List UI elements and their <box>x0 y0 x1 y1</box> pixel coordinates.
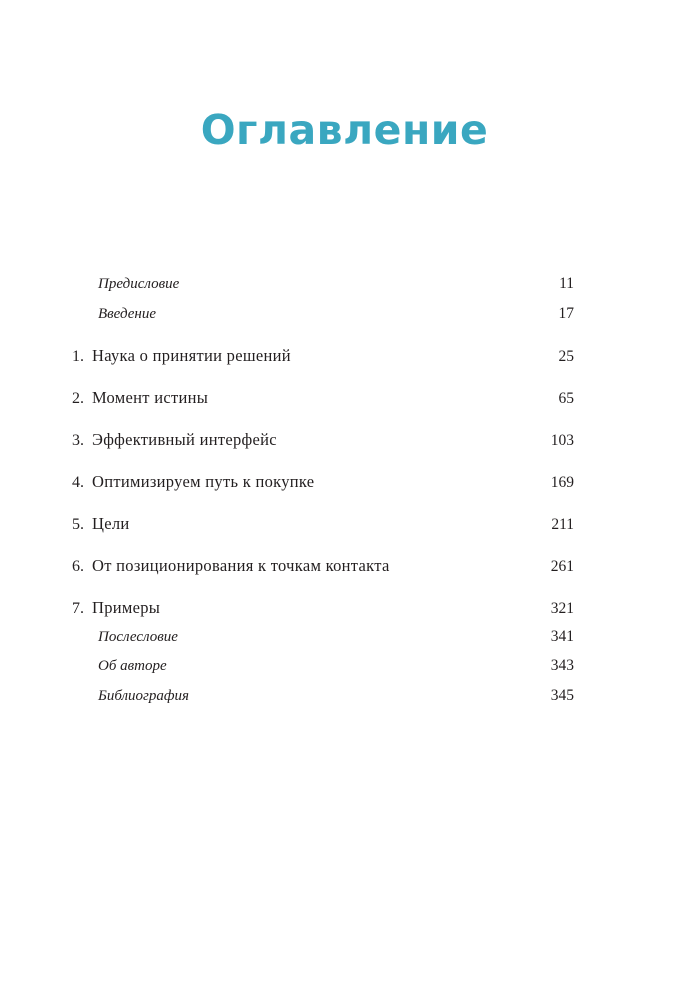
toc-entry-label <box>72 629 178 646</box>
toc-entry-title: Цели <box>92 514 130 533</box>
toc-entry-label <box>72 658 167 675</box>
toc-entry-label <box>72 388 208 408</box>
toc-entry-title: Примеры <box>92 598 161 617</box>
toc-page-number: 345 <box>550 687 574 704</box>
toc-page-number: 211 <box>551 516 574 533</box>
toc-entry-label <box>72 598 160 618</box>
toc-page-number: 25 <box>558 348 574 365</box>
toc-entry-introduction[interactable] <box>72 305 574 331</box>
page-title: Оглавление <box>200 106 489 154</box>
toc-entry-label <box>72 556 390 576</box>
toc-entry-chapter-6[interactable] <box>72 556 574 582</box>
toc-chapter-number: 7. <box>72 600 84 617</box>
toc-entry-title: От позиционирования к точкам контакта <box>92 556 390 575</box>
toc-entry-chapter-4[interactable] <box>72 472 574 498</box>
toc-entry-title: Момент истины <box>92 388 209 407</box>
toc-entry-label <box>72 430 277 450</box>
toc-page-number: 261 <box>550 558 574 575</box>
toc-entry-label <box>72 688 189 705</box>
toc-entry-label <box>72 472 314 492</box>
toc-entry-preface[interactable] <box>72 275 574 301</box>
toc-page-number: 169 <box>550 474 574 491</box>
toc-entry-title: Введение <box>98 306 156 322</box>
toc-entry-title: Наука о принятии решений <box>92 346 291 365</box>
toc-entry-chapter-3[interactable] <box>72 430 574 456</box>
toc-entry-title: Предисловие <box>98 276 180 292</box>
toc-page-number: 11 <box>559 275 574 292</box>
toc-chapter-number: 5. <box>72 516 84 533</box>
toc-page-number: 321 <box>550 600 574 617</box>
toc-page-number: 65 <box>558 390 574 407</box>
toc-chapter-number: 1. <box>72 348 84 365</box>
toc-entry-title: Оптимизируем путь к покупке <box>92 472 315 491</box>
toc-entry-chapter-7[interactable] <box>72 598 574 624</box>
toc-entry-label <box>72 276 179 293</box>
toc-entry-label <box>72 514 130 534</box>
toc-entry-chapter-2[interactable] <box>72 388 574 414</box>
toc-entry-label <box>72 346 291 366</box>
toc-page-number: 103 <box>550 432 574 449</box>
toc-entry-label <box>72 306 156 323</box>
toc-chapter-number: 2. <box>72 390 84 407</box>
toc-entry-title: Об авторе <box>98 658 167 674</box>
toc-entry-chapter-5[interactable] <box>72 514 574 540</box>
toc-page-number: 343 <box>550 657 574 674</box>
toc-chapter-number: 6. <box>72 558 84 575</box>
toc-page-number: 17 <box>558 305 574 322</box>
toc-page-number: 341 <box>550 628 574 645</box>
toc-entry-title: Эффективный интерфейс <box>92 430 277 449</box>
toc-entry-title: Послесловие <box>98 629 178 645</box>
toc-chapter-number: 4. <box>72 474 84 491</box>
toc-entry-bibliography[interactable] <box>72 687 574 713</box>
toc-entry-title: Библиография <box>98 688 190 704</box>
toc-entry-chapter-1[interactable] <box>72 346 574 372</box>
toc-chapter-number: 3. <box>72 432 84 449</box>
toc-entry-afterword[interactable] <box>72 628 574 654</box>
toc-entry-about-author[interactable] <box>72 657 574 683</box>
